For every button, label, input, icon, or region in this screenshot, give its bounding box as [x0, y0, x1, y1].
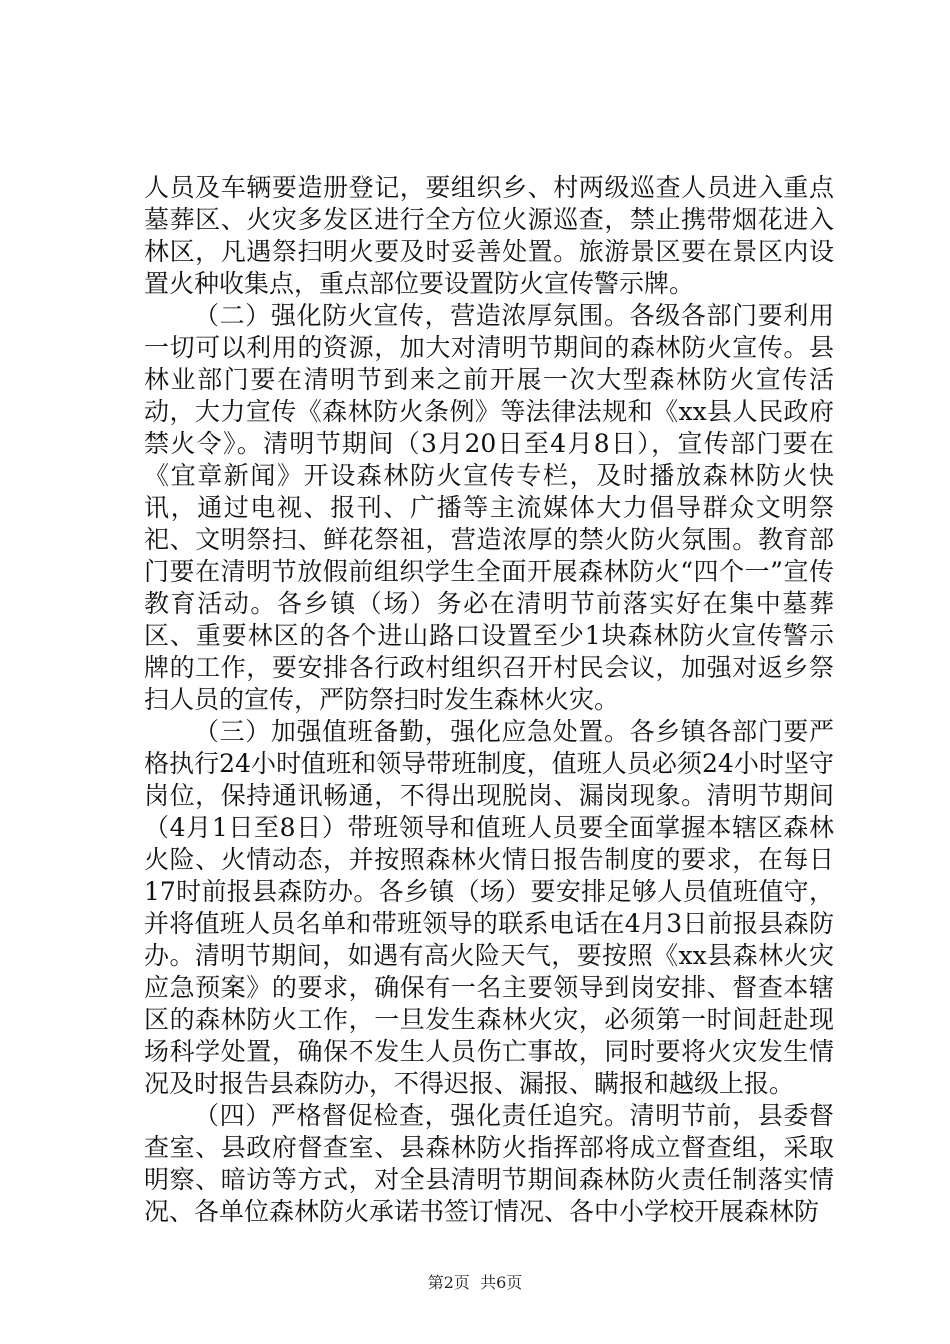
- paragraph-section-2: （二）强化防火宣传，营造浓厚氛围。各级各部门要利用一切可以利用的资源，加大对清明节期间的森林防火宣传。县林业部门要在清明节到来之前开展一次大型森林防火宣传活动，大力宣传《森林防火条例》等法律法规和《xx县人民政府禁火令》。清明节期间（3月20日至4月8日），宣传部门要在《宜章新闻》开设森林防火宣传专栏，及时播放森林防火快讯，通过电视、报刊、广播等主流媒体大力倡导群众文明祭祀、文明祭扫、鲜花祭祖，营造浓厚的禁火防火氛围。教育部门要在清明节放假前组织学生全面开展森林防火“四个一”宣传教育活动。各乡镇（场）务必在清明节前落实好在集中墓葬区、重要林区的各个进山路口设置至少1块森林防火宣传警示牌的工作，要安排各行政村组织召开村民会议，加强对返乡祭扫人员的宣传，严防祭扫时发生森林火灾。: [144, 301, 834, 714]
- paragraph-section-3: （三）加强值班备勤，强化应急处置。各乡镇各部门要严格执行24小时值班和领导带班制度，值班人员必须24小时坚守岗位，保持通讯畅通，不得出现脱岗、漏岗现象。清明节期间（4月1日至8日）带班领导和值班人员要全面掌握本辖区森林火险、火情动态，并按照森林火情日报告制度的要求，在每日17时前报县森防办。各乡镇（场）要安排足够人员值班值守，并将值班人员名单和带班领导的联系电话在4月3日前报县森防办。清明节期间，如遇有高火险天气，要按照《xx县森林火灾应急预案》的要求，确保有一名主要领导到岗安排、督查本辖区的森林防火工作，一旦发生森林火灾，必须第一时间赶赴现场科学处置，确保不发生人员伤亡事故，同时要将火灾发生情况及时报告县森防办，不得迟报、漏报、瞒报和越级上报。: [144, 717, 834, 1098]
- paragraph-section-4: （四）严格督促检查，强化责任追究。清明节前，县委督查室、县政府督查室、县森林防火指挥部将成立督查组，采取明察、暗访等方式，对全县清明节期间森林防火责任制落实情况、各单位森林防火承诺书签订情况、各中小学校开展森林防: [144, 1101, 834, 1226]
- paragraph-continuation: 人员及车辆要造册登记，要组织乡、村两级巡查人员进入重点墓葬区、火灾多发区进行全方位火源巡查，禁止携带烟花进入林区，凡遇祭扫明火要及时妥善处置。旅游景区要在景区内设置火种收集点，重点部位要设置防火宣传警示牌。: [144, 173, 834, 298]
- document-body: [144, 172, 834, 1228]
- page-footer: 第2页 共6页: [427, 1273, 523, 1292]
